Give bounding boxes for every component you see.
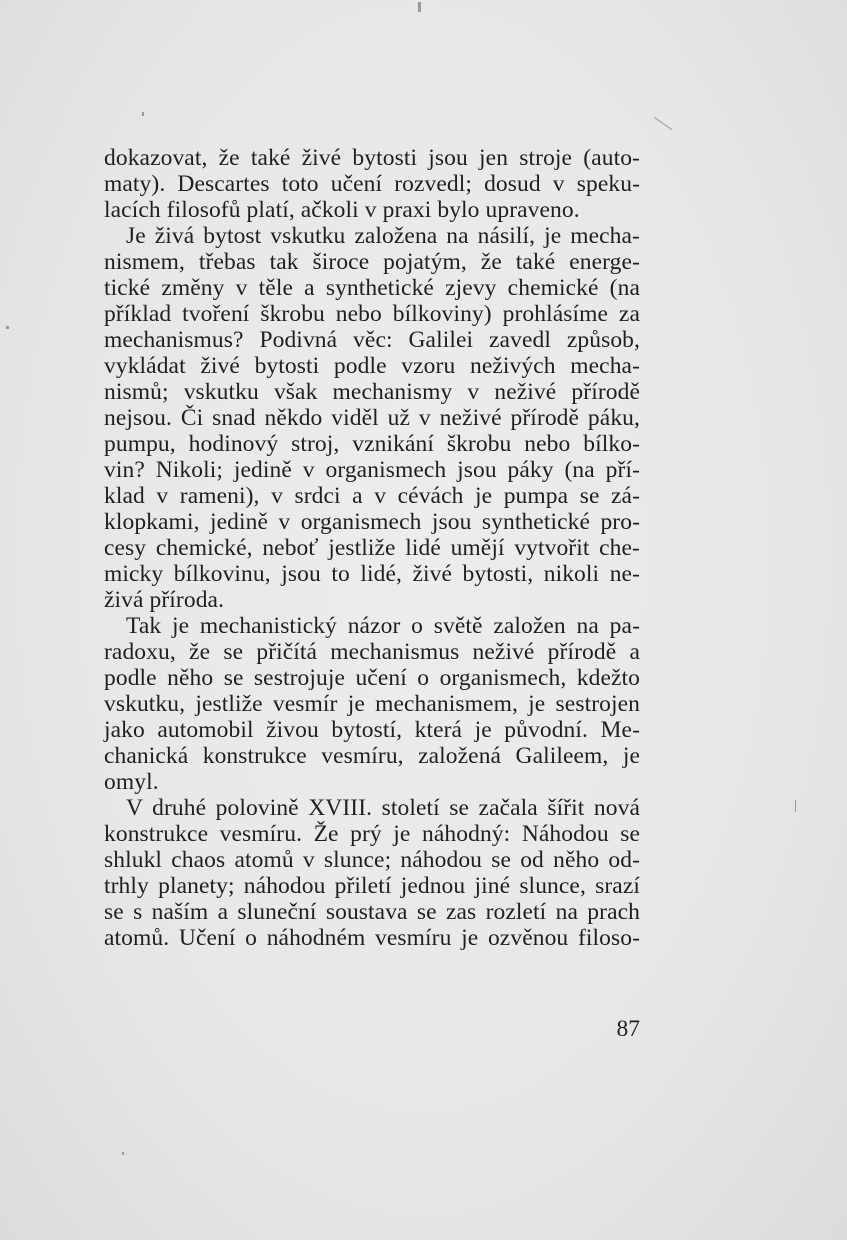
text-line: tické změny v těle a synthetické zjevy chemické (na bbox=[104, 275, 640, 301]
text-line: shlukl chaos atomů v slunce; náhodou se od něho od- bbox=[104, 847, 640, 873]
text-line: V druhé polovině XVIII. století se začala šířit nová bbox=[126, 795, 640, 821]
text-line: Tak je mechanistický názor o světě založen na pa- bbox=[126, 613, 640, 639]
ink-speck bbox=[795, 800, 796, 812]
text-line: lacích filosofů platí, ačkoli v praxi bylo upraveno. bbox=[104, 197, 580, 223]
text-line: radoxu, že se přičítá mechanismus neživé přírodě a bbox=[104, 639, 640, 665]
ink-speck bbox=[122, 1152, 124, 1155]
text-line: omyl. bbox=[104, 769, 159, 795]
text-line: mechanismus? Podivná věc: Galilei zavedl způsob, bbox=[104, 327, 640, 353]
text-line: podle něho se sestrojuje učení o organismech, kdežto bbox=[104, 665, 640, 691]
text-line: vin? Nikoli; jedině v organismech jsou páky (na pří- bbox=[104, 457, 640, 483]
text-line: nismů; vskutku však mechanismy v neživé přírodě bbox=[104, 379, 640, 405]
page-number: 87 bbox=[616, 1016, 640, 1042]
ink-speck bbox=[418, 2, 421, 12]
text-line: vykládat živé bytosti podle vzoru neživých mecha- bbox=[104, 353, 640, 379]
text-line: příklad tvoření škrobu nebo bílkoviny) prohlásíme za bbox=[104, 301, 640, 327]
text-line: konstrukce vesmíru. Že prý je náhodný: Náhodou se bbox=[104, 821, 640, 847]
text-line: pumpu, hodinový stroj, vznikání škrobu nebo bílko- bbox=[104, 431, 640, 457]
text-line: nismem, třebas tak široce pojatým, že také energe- bbox=[104, 249, 640, 275]
text-line: trhly planety; náhodou přiletí jednou jiné slunce, srazí bbox=[104, 873, 640, 899]
text-line: klad v rameni), v srdci a v cévách je pumpa se zá- bbox=[104, 483, 640, 509]
text-line: vskutku, jestliže vesmír je mechanismem, je sestrojen bbox=[104, 691, 640, 717]
text-line: nejsou. Či snad někdo viděl už v neživé přírodě páku, bbox=[104, 405, 640, 431]
ink-speck bbox=[142, 112, 144, 116]
text-line: živá příroda. bbox=[104, 587, 225, 613]
text-line: Je živá bytost vskutku založena na násilí, je mecha- bbox=[126, 223, 640, 249]
text-line: se s naším a sluneční soustava se zas rozletí na prach bbox=[104, 899, 640, 925]
body-text bbox=[104, 145, 640, 951]
text-line: chanická konstrukce vesmíru, založená Galileem, je bbox=[104, 743, 640, 769]
text-line: jako automobil živou bytostí, která je původní. Me- bbox=[104, 717, 640, 743]
text-line: klopkami, jedině v organismech jsou synthetické pro- bbox=[104, 509, 640, 535]
text-line: micky bílkovinu, jsou to lidé, živé bytosti, nikoli ne- bbox=[104, 561, 640, 587]
text-line: cesy chemické, neboť jestliže lidé umějí vytvořit che- bbox=[104, 535, 640, 561]
text-line: dokazovat, že také živé bytosti jsou jen stroje (auto- bbox=[104, 145, 640, 171]
text-line: maty). Descartes toto učení rozvedl; dosud v speku- bbox=[104, 171, 640, 197]
ink-speck bbox=[654, 117, 673, 130]
ink-speck bbox=[6, 326, 9, 329]
text-line: atomů. Učení o náhodném vesmíru je ozvěnou filoso- bbox=[104, 925, 640, 951]
